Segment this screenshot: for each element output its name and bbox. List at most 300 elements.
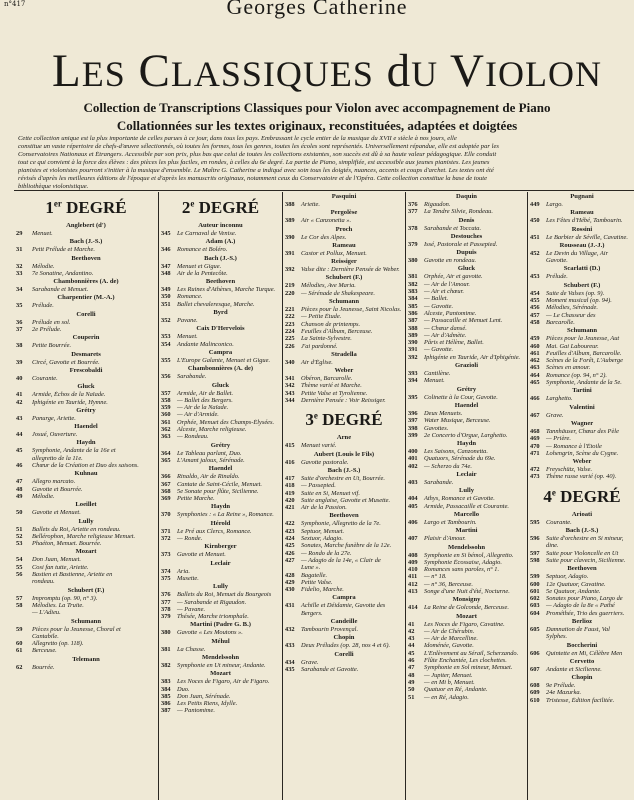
composer-heading: Campra <box>208 348 233 356</box>
piece-title: Grave. <box>301 658 319 666</box>
catalog-number: 421 <box>285 504 295 512</box>
piece-title: — Gavotte. <box>424 302 454 310</box>
catalog-number: 220 <box>285 289 295 297</box>
piece-title: Air de la Pentecôte. <box>177 269 228 277</box>
composer-heading: Haendel <box>74 423 98 431</box>
catalog-number: 356 <box>161 373 171 381</box>
catalog-number: 376 <box>161 591 171 599</box>
catalog-entry <box>161 293 280 300</box>
catalog-number: 53 <box>16 540 23 548</box>
catalog-entry <box>530 542 634 549</box>
catalog-number: 460 <box>530 342 540 350</box>
catalog-entry <box>530 372 634 379</box>
catalog-number: 340 <box>285 358 295 366</box>
catalog-number: 387 <box>408 317 418 325</box>
catalog-entry <box>161 230 280 237</box>
catalog-entry <box>161 591 280 598</box>
catalog-number: 51 <box>408 693 415 701</box>
catalog-number: 38 <box>16 342 23 350</box>
catalog-number: 450 <box>530 217 540 225</box>
piece-title: Feuilles d'Album, Berceuse. <box>301 327 373 335</box>
catalog-number: 375 <box>161 574 171 582</box>
piece-title: — Chœur dansé. <box>424 324 467 332</box>
composer-heading: Corelli <box>76 310 96 318</box>
catalog-number: 52 <box>16 532 23 540</box>
catalog-number: 407 <box>408 535 418 543</box>
catalog-entry <box>16 391 156 398</box>
catalog-entry <box>285 579 403 586</box>
catalog-entry <box>530 682 634 689</box>
composer-heading: Haydn <box>456 440 477 448</box>
catalog-entry <box>408 410 525 417</box>
catalog-number: 365 <box>161 456 171 464</box>
piece-title: Air « Canzonetta ». <box>301 217 352 225</box>
catalog-number: 605 <box>530 625 540 633</box>
catalog-entry <box>161 693 280 700</box>
catalog-number: 55 <box>16 563 23 571</box>
catalog-entry <box>408 628 525 635</box>
catalog-number: 33 <box>16 269 23 277</box>
piece-title: Mélodies, Ave Maria. <box>301 282 356 290</box>
catalog-number: 394 <box>408 377 418 385</box>
catalog-number: 427 <box>285 556 295 564</box>
piece-title: 5e Sonate pour flûte, Sicilienne. <box>177 487 259 495</box>
piece-title: Sylphes. <box>546 633 568 641</box>
catalog-entry <box>285 550 403 557</box>
piece-title: — Ballet des Bergers. <box>177 396 233 404</box>
catalog-number: 37 <box>16 326 23 334</box>
piece-title: Menuet. <box>424 377 445 385</box>
piece-title: Deux Préludes (op. 28, nos 4 et 6). <box>301 642 391 650</box>
piece-title: Septuor, Adagio. <box>546 573 589 581</box>
catalog-entry <box>16 595 156 602</box>
catalog-number: 59 <box>16 625 23 633</box>
catalog-entry <box>16 342 156 349</box>
catalog-number: 348 <box>161 269 171 277</box>
piece-title: Sonates pour Piano, Largo de <box>546 595 623 603</box>
catalog-entry <box>408 566 525 573</box>
catalog-number: 457 <box>530 311 540 319</box>
catalog-entry <box>161 317 280 324</box>
composer-heading: Bach (J.-S.) <box>565 527 599 535</box>
piece-title: Songe d'une Nuit d'été, Nocturne. <box>424 587 510 595</box>
piece-title: Le Barbier de Séville, Cavatine. <box>546 233 628 241</box>
catalog-column-1 <box>16 192 156 800</box>
piece-title: Athys, Romance et Gavotte. <box>424 495 495 503</box>
composer-heading: Mozart <box>456 612 477 620</box>
piece-title: Flûte Enchantée, Les clochettes. <box>424 657 507 665</box>
catalog-number: 49 <box>408 678 415 686</box>
piece-title: Prélude. <box>546 273 568 281</box>
catalog-entry <box>161 426 280 433</box>
catalog-number: 223 <box>285 320 295 328</box>
catalog-number: 45 <box>16 447 23 455</box>
piece-title: Aria. <box>177 567 190 575</box>
catalog-entry <box>408 354 525 361</box>
catalog-number: 346 <box>161 246 171 254</box>
composer-heading: Cervetto <box>569 657 595 665</box>
catalog-number: 47 <box>408 664 415 672</box>
composer-heading: Haendel <box>454 401 479 409</box>
piece-title: Ariette. <box>301 201 320 208</box>
catalog-number: 32 <box>16 262 23 270</box>
catalog-entry <box>408 394 525 401</box>
piece-title: 7e Sonatine, Andantino. <box>32 269 94 277</box>
catalog-number: 420 <box>285 496 295 504</box>
composer-heading: Chopin <box>333 634 355 642</box>
catalog-number: 359 <box>161 404 171 412</box>
catalog-entry <box>530 234 634 241</box>
composer-heading: Méhul <box>211 637 230 645</box>
catalog-number: 225 <box>285 335 295 343</box>
catalog-number: 387 <box>161 707 171 715</box>
catalog-number: 44 <box>16 431 23 439</box>
series-title-text <box>52 45 602 97</box>
catalog-number: 451 <box>530 233 540 241</box>
piece-title: Damnation de Faust, Val <box>546 625 610 633</box>
catalog-number: 413 <box>408 587 418 595</box>
catalog-number: 342 <box>285 382 295 390</box>
catalog-entry <box>408 208 525 215</box>
catalog-entry <box>408 295 525 302</box>
piece-title: 2e Prélude. <box>32 326 62 334</box>
catalog-entry <box>285 234 403 241</box>
description-line: tout ce qui convient à la force des élèves : des pièces les plus faciles, en rondes, à celles du 6e degré. La partie de Piano, simplifiée, est accessible aux jeunes pianistes. Les jeunes <box>18 159 490 166</box>
piece-title: Cantilène. <box>424 370 451 378</box>
composer-heading: Denis <box>458 216 475 224</box>
catalog-entry <box>161 473 280 480</box>
catalog-number: 355 <box>161 356 171 364</box>
catalog-entry <box>285 382 403 389</box>
catalog-entry <box>530 379 634 386</box>
catalog-entry <box>161 575 280 582</box>
catalog-number: 224 <box>285 327 295 335</box>
catalog-entry <box>530 350 634 357</box>
piece-title: — Sarabande et Rigaudon. <box>177 598 247 606</box>
composer-heading: Mozart <box>75 548 97 556</box>
catalog-number: 412 <box>408 580 418 588</box>
composer-heading: Gluck <box>457 265 476 273</box>
piece-title: Pièces pour la Jeunesse, Choral et <box>32 625 121 633</box>
catalog-entry <box>285 542 403 549</box>
piece-title: Menuet et Gigue. <box>177 262 222 270</box>
catalog-number: 398 <box>408 424 418 432</box>
catalog-number: 46 <box>16 462 23 470</box>
catalog-number: 43 <box>16 414 23 422</box>
composer-heading: Gluck <box>77 383 95 391</box>
catalog-number: 426 <box>285 549 295 557</box>
catalog-entry <box>16 326 156 333</box>
catalog-entry <box>161 397 280 404</box>
catalog-column-5 <box>530 192 634 800</box>
catalog-entry <box>408 552 525 559</box>
catalog-entry <box>161 357 280 364</box>
piece-title: Gavotte pastorale. <box>301 458 349 466</box>
piece-title: Septuor, Menuet. <box>301 527 345 535</box>
catalog-number: 341 <box>285 375 295 383</box>
piece-title: Les Saisons, Canzonetta. <box>424 448 488 456</box>
catalog-entry <box>285 557 403 564</box>
piece-title: — Le Chasseur des <box>546 311 596 319</box>
catalog-number: 468 <box>530 427 540 435</box>
piece-title: Water Musique, Berceuse. <box>424 417 491 425</box>
catalog-entry <box>530 450 634 457</box>
catalog-entry <box>161 390 280 397</box>
catalog-number: 367 <box>161 480 171 488</box>
piece-title: Feuilles d'Album, Barcarolle. <box>546 349 622 357</box>
piece-title: 24e Mazurka. <box>546 689 582 697</box>
piece-title: Gavotte « Les Moutons ». <box>177 629 243 637</box>
catalog-number: 54 <box>16 556 23 564</box>
description-line: pianistes et violonistes pourront s'initier à la musique d'ensemble. Le Maître G. Catherine a indiqué avec soin tous les doigtés, nuances, accents et coups d'archet. Les textes ont été <box>18 167 494 174</box>
piece-title: 2e Concerto d'Orgue, Larghetto. <box>424 431 508 439</box>
catalog-number: 606 <box>530 649 540 657</box>
catalog-entry <box>16 664 156 671</box>
catalog-number: 46 <box>408 657 415 665</box>
piece-title: L'Europe Galante, Menuet et Gigue. <box>177 356 271 364</box>
composer-heading: Dupuis <box>456 249 477 257</box>
catalog-entry <box>285 282 403 289</box>
catalog-entry <box>530 650 634 657</box>
catalog-entry <box>408 642 525 649</box>
composer-heading: Caix D'Hervelois <box>196 325 245 333</box>
catalog-number: 382 <box>161 661 171 669</box>
catalog-number: 384 <box>161 685 171 693</box>
composer-heading: Berlioz <box>571 617 593 625</box>
composer-heading: Weber <box>572 458 592 466</box>
piece-title: Thésée, Marche triomphale. <box>177 613 249 621</box>
piece-title: Le Carnaval de Venise. <box>177 230 237 237</box>
catalog-entry <box>408 650 525 657</box>
composer-heading: Stradella <box>331 350 357 358</box>
catalog-number: 452 <box>530 249 540 257</box>
catalog-number: 41 <box>16 391 23 399</box>
piece-title: Gavotte et Menuet. <box>32 509 81 517</box>
catalog-entry <box>408 303 525 310</box>
piece-title: Berceuse. <box>32 647 57 655</box>
catalog-number: 381 <box>161 645 171 653</box>
piece-title: Bastien et Bastienne, Ariette en <box>32 571 113 579</box>
catalog-entry <box>161 286 280 293</box>
piece-title: Romance et Boléro. <box>177 246 228 254</box>
catalog-entry <box>161 700 280 707</box>
catalog-number: 596 <box>530 535 540 543</box>
series-title <box>52 45 634 97</box>
catalog-entry <box>161 457 280 464</box>
composer-heading: Haydn <box>210 503 231 511</box>
catalog-number: 609 <box>530 689 540 697</box>
catalog-entry <box>16 447 156 454</box>
catalog-entry <box>408 432 525 439</box>
catalog-entry <box>16 533 156 540</box>
catalog-number: 384 <box>408 295 418 303</box>
catalog-number: 376 <box>408 201 418 208</box>
piece-title: Scènes en amour. <box>546 364 591 372</box>
catalog-entry <box>285 520 403 527</box>
piece-title: Symphonie en Sol mineur, Menuet. <box>424 664 513 672</box>
piece-title: Pâris et Hélène, Ballet. <box>424 339 484 347</box>
piece-title: Romance. <box>177 293 203 301</box>
description-line: Cette collection unique est la plus importante de celles parues à ce jour, dans tous les pays. Embrassant le cycle entier de la musique du XVII e siècle à nos jours, elle <box>18 135 457 142</box>
catalog-number: 472 <box>530 466 540 474</box>
catalog-entry <box>408 257 525 264</box>
piece-title: Freyschütz, Valse. <box>546 466 593 474</box>
catalog-entry <box>530 290 634 297</box>
catalog-number: 40 <box>16 374 23 382</box>
piece-title: allegretto de la 11e. <box>32 454 83 462</box>
catalog-number: 385 <box>408 302 418 310</box>
catalog-entry <box>530 626 634 633</box>
catalog-entry <box>16 246 156 253</box>
catalog-entry <box>161 599 280 606</box>
catalog-column-2 <box>161 192 280 800</box>
catalog-entry <box>161 686 280 693</box>
piece-title: Petit Prélude et Marche. <box>32 246 95 254</box>
catalog-entry <box>161 488 280 495</box>
catalog-entry <box>530 473 634 480</box>
catalog-number: 396 <box>408 409 418 417</box>
piece-title: — Gavotte. <box>424 346 454 354</box>
piece-title: Courante. <box>32 374 58 382</box>
catalog-entry <box>408 559 525 566</box>
catalog-number: 610 <box>530 696 540 704</box>
piece-title: Quatuors, Sérénade du 69e. <box>424 455 496 463</box>
composer-heading: Marcello <box>453 510 480 518</box>
piece-title: Larghetto. <box>546 395 573 403</box>
piece-title: — Passepied. <box>301 482 336 490</box>
piece-title: — Air d'Admète. <box>424 331 467 339</box>
composer-heading: Pergolèse <box>330 209 358 217</box>
piece-title: Suite de Valses (op. 9). <box>546 289 605 297</box>
piece-title: Armide, Air de Ballet. <box>177 389 234 397</box>
catalog-number: 378 <box>161 605 171 613</box>
catalog-entry <box>161 341 280 348</box>
catalog-number: 57 <box>16 594 23 602</box>
catalog-entry <box>16 286 156 293</box>
catalog-entry <box>530 217 634 224</box>
catalog-entry <box>285 482 403 489</box>
catalog-number: 467 <box>530 411 540 419</box>
catalog-number: 363 <box>161 433 171 441</box>
catalog-number: 435 <box>285 665 295 673</box>
composer-heading: Rameau <box>570 209 594 217</box>
catalog-entry <box>16 375 156 382</box>
piece-title: Ballets du Roi, Menuet du Bourgeois <box>177 591 272 599</box>
catalog-number: 414 <box>408 604 418 612</box>
piece-title: 9e Prélude. <box>546 682 576 690</box>
catalog-number: 400 <box>408 448 418 456</box>
piece-title: Prométhée, Trio des guerriers. <box>546 609 625 617</box>
catalog-entry <box>408 317 525 324</box>
piece-title: Chœur de la Création et Duo des saisons. <box>32 462 139 470</box>
catalog-entry <box>530 535 634 542</box>
piece-title: Prélude en sol. <box>32 318 71 326</box>
catalog-entry <box>285 397 403 404</box>
catalog-number: 380 <box>408 257 418 265</box>
degree-heading: 4e DEGRÉ <box>543 486 621 506</box>
catalog-number: 389 <box>285 217 295 225</box>
catalog-entry <box>161 629 280 636</box>
catalog-number: 366 <box>161 473 171 481</box>
catalog-entry <box>285 459 403 466</box>
catalog-number: 430 <box>285 586 295 594</box>
piece-title: Les Petits Riens, Idylle. <box>177 700 238 708</box>
catalog-number: 352 <box>161 317 171 325</box>
composer-heading: Beethoven <box>567 565 597 573</box>
piece-title: La Sainte-Sylvestre. <box>301 335 352 343</box>
catalog-entry <box>408 273 525 280</box>
catalog-entry <box>530 343 634 350</box>
catalog-entry <box>16 640 156 647</box>
composer-heading: Corelli <box>334 650 354 658</box>
catalog-number: 364 <box>161 449 171 457</box>
degree-heading: 1er DEGRÉ <box>45 198 127 217</box>
piece-title: — n° 36, Berceuse. <box>424 580 473 588</box>
catalog-number: 357 <box>161 389 171 397</box>
piece-title: Gavotte. <box>546 257 568 265</box>
catalog-entry <box>285 359 403 366</box>
catalog-entry <box>161 333 280 340</box>
catalog-number: 360 <box>161 411 171 419</box>
catalog-entry <box>161 646 280 653</box>
catalog-entry <box>285 328 403 335</box>
subtitle: Collection de Transcriptions Classiques pour Violon avec accompagnement de Piano <box>83 100 551 115</box>
piece-title: Mélodie. <box>32 262 55 270</box>
catalog-entry <box>161 263 280 270</box>
catalog-number: 473 <box>530 473 540 481</box>
catalog-entry <box>285 535 403 542</box>
catalog-number: 469 <box>530 435 540 443</box>
catalog-number: 595 <box>530 518 540 526</box>
catalog-entry <box>408 686 525 693</box>
piece-title: 12e Quatuor, Cavatine. <box>546 580 606 588</box>
piece-title: — Air de Marcelline. <box>424 635 478 643</box>
catalog-entry <box>285 250 403 257</box>
composer-heading: Grétry <box>456 385 477 393</box>
catalog-entry <box>408 479 525 486</box>
catalog-number: 597 <box>530 549 540 557</box>
description-line: révisés d'après les meilleures éditions de l'époque et d'après les manuscrits originaux, notamment ceux du Conservatoire et de l'Opéra. Cette collection constitue la base de toute <box>18 175 488 182</box>
piece-title: Valse dite : Dernière Pensée de Weber. <box>301 266 400 274</box>
composer-heading: Grétry <box>76 406 96 414</box>
composer-heading: Pasquini <box>331 193 357 200</box>
composer-heading: Schubert (F.) <box>563 281 601 289</box>
catalog-number: 42 <box>408 627 415 635</box>
piece-title: — en Mi b, Menuet. <box>424 678 475 686</box>
catalog-number: 392 <box>285 266 295 274</box>
catalog-entry <box>530 557 634 564</box>
catalog-number: 458 <box>530 318 540 326</box>
catalog-entry <box>161 551 280 558</box>
catalog-column-3 <box>285 192 403 800</box>
piece-title: Cosi fan tutte, Ariette. <box>32 563 89 571</box>
catalog-number: 455 <box>530 297 540 305</box>
piece-title: Panurge, Ariette. <box>32 414 76 422</box>
piece-title: — Air d'Armide. <box>177 411 219 419</box>
catalog-entry <box>408 463 525 470</box>
piece-title: Petite Valse et Tyrolienne. <box>301 389 368 397</box>
catalog-entry <box>16 526 156 533</box>
composer-heading: Schubert (F.) <box>325 274 363 282</box>
catalog-entry <box>408 455 525 462</box>
catalog-entry <box>530 304 634 311</box>
catalog-entry <box>16 602 156 609</box>
piece-title: Symphonie, Andante de la 16e et <box>32 447 116 455</box>
description-line: constitue un vaste répertoire de chefs-d'œuvre sélectionnés, où toutes les formes, tous les genres, toutes les écoles sont représentés. Universellement répandue, elle est adoptée par les <box>18 143 499 150</box>
composer-heading: Adam (A.) <box>205 238 236 246</box>
catalog-number: 453 <box>530 273 540 281</box>
composer-heading: Valentini <box>569 403 595 411</box>
